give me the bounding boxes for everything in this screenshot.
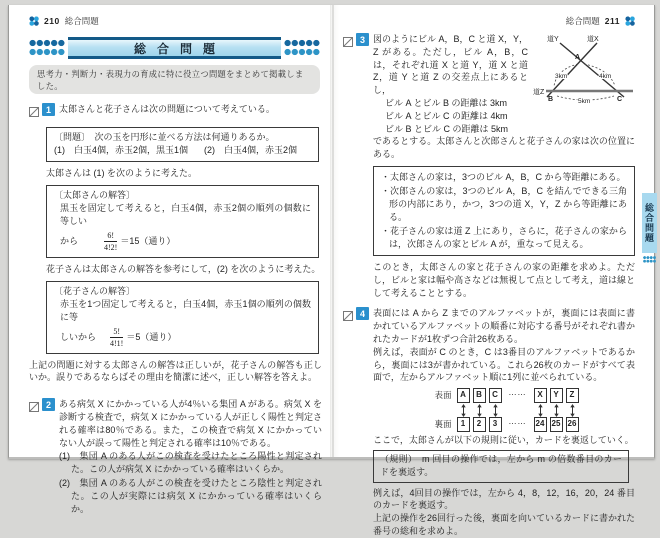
rule-lead: ここで，太郎さんが以下の規則に従い，カードを裏返していく。 — [373, 435, 634, 446]
rule-example: 例えば，4回目の操作では，左から 4，8，12，16，20，24 番目のカードを裏返す。 — [373, 487, 635, 511]
card-back: 25 — [550, 417, 563, 432]
road-y-label: 道Y — [547, 36, 559, 43]
problem-2 — [29, 398, 322, 515]
banner-title-area — [68, 37, 281, 59]
card-back: 1 — [457, 417, 470, 432]
card-front: X — [534, 388, 547, 403]
front-row-label: 表面 — [434, 390, 452, 401]
ellipsis: ⋯⋯ — [508, 390, 527, 400]
card-back: 24 — [534, 417, 547, 432]
card-front: Z — [566, 388, 579, 403]
problem-3 — [343, 33, 635, 299]
point-a-label: A — [575, 54, 581, 61]
problem-continuation: であるとする。太郎さんと次郎さんと花子さんの家は次の位置にある。 — [373, 136, 635, 160]
road-y-line — [560, 43, 624, 97]
hanako-formula-prefix: しいから — [60, 331, 97, 342]
card-back: 26 — [566, 417, 579, 432]
page-header-right — [343, 15, 635, 26]
section-subtitle: 思考力・判断力・表現力の育成に特に役立つ問題をまとめて掲載しました。 — [29, 65, 320, 94]
problem-3-question: このとき，太郎さんの家と花子さんの家の距離を求めよ。ただし，ビルと家は幅や高さなどは無視して点として考え，道は線として考えることとする。 — [373, 261, 635, 298]
problem-box-item2: (2) 白玉4個，赤玉2個 — [203, 145, 297, 155]
taro-box-formula — [60, 231, 311, 252]
page-header-left — [29, 15, 322, 26]
checkbox-icon[interactable] — [343, 308, 353, 326]
road-z-label: 道Z — [533, 89, 545, 96]
problem-1 — [29, 103, 322, 384]
checkbox-icon[interactable] — [29, 399, 39, 417]
point-c-label: C — [617, 96, 623, 103]
condition-item: ・太郎さんの家は，3つのビル A，B，C から等距離にある。 — [381, 171, 626, 182]
distance-line-1: ビル A とビル B の距離は 3km — [385, 97, 508, 108]
conditions-box — [373, 166, 635, 256]
fraction-numerator: 5! — [110, 327, 123, 338]
book-spread — [8, 5, 655, 536]
hanako-box-title: 〔花子さんの解答〕 — [54, 285, 136, 296]
thumb-index-dots-icon — [643, 256, 656, 263]
page-left — [9, 5, 331, 514]
page-number: 210 — [44, 15, 60, 26]
problem-number-badge: 3 — [356, 33, 369, 46]
series-logo-icon — [29, 16, 39, 26]
problem-4-question: 上記の操作を26回行った後，裏面を向いているカードに書かれた番号の総和を求めよ。 — [373, 513, 636, 536]
page-fold — [332, 5, 334, 457]
card-front: C — [489, 388, 502, 403]
taro-formula-result: ＝15（通り） — [120, 235, 176, 246]
cards-diagram — [373, 388, 635, 432]
card-front: A — [457, 388, 470, 403]
hanako-formula-result: ＝5（通り） — [126, 331, 177, 342]
rule-box: （規則） m 回目の操作では，左から m の倍数番目のカードを裏返す。 — [373, 450, 629, 483]
fraction-numerator: 6! — [104, 231, 117, 242]
fraction-denominator: 4!2! — [104, 242, 118, 252]
problem-number-badge: 1 — [42, 103, 55, 116]
taro-formula-prefix: から — [60, 235, 79, 246]
condition-item: ・次郎さんの家は，3つのビル A，B，C を結んでできる三角形の内部にあり，かつ，3つの道 X，Y，Z から等距離にある。 — [381, 185, 627, 222]
roads-triangle-diagram — [533, 31, 635, 109]
point-b-label: B — [548, 96, 554, 103]
fraction — [110, 327, 123, 348]
double-arrow-icon — [537, 403, 544, 417]
page-right — [331, 5, 653, 536]
taro-box-title: 〔太郎さんの解答〕 — [54, 189, 136, 200]
card-back: 2 — [473, 417, 486, 432]
card-back: 3 — [489, 417, 502, 432]
problem-lead: 表面には A から Z までのアルファベットが，裏面には表面に書かれているアルファベットの順番に対応する番号がそれぞれ書かれたカードが1枚ずつ合計26枚ある。 — [373, 308, 635, 344]
road-x-line — [547, 43, 597, 97]
taro-answer-box — [46, 185, 319, 258]
double-arrow-icon — [492, 403, 499, 417]
section-label: 総合問題 — [565, 15, 600, 26]
problem-lead: ある病気 X にかかっている人が4％いる集団 A がある。病気 X を診断する検査で，病気 X にかかっている人が正しく陽性と判定される確率は80％である。また，この検査で病気 X にかかっていない人が誤って陽性と判定される確率は10％である。 — [59, 399, 322, 448]
fraction-denominator: 4!1! — [110, 338, 124, 348]
road-x-label: 道X — [587, 36, 599, 43]
problem-lead-2: 例えば，表面が C のとき，C は3番目のアルファベットであるから，裏面には3が書かれている。これら26枚のカードがすべて表面で，左からアルファベット順に1列に並べられている。 — [373, 346, 635, 383]
distance-line-2: ビル A とビル C の距離は 4km — [385, 110, 508, 121]
problem-1-question: 上記の問題に対する太郎さんの解答は正しいが，花子さんの解答も正しいか。誤りであるならばその理由を簡潔に述べ，正しい解答を答えよ。 — [29, 359, 322, 383]
hanako-box-line: 赤玉を1つ固定して考えると，白玉4個，赤玉1個の順列の個数に等 — [60, 298, 311, 322]
taro-lead: 太郎さんは (1) を次のように考えた。 — [46, 168, 198, 178]
problem-number-badge: 2 — [42, 398, 55, 411]
banner-dots-left-icon — [29, 37, 65, 59]
hanako-box-formula — [60, 327, 311, 348]
double-arrow-icon — [553, 403, 560, 417]
problem-item-1: (1) 集団 A のある人がこの検査を受けたところ陽性と判定された。この人が病気 X にかかっている確率はいくらか。 — [59, 451, 322, 475]
banner-title: 総合問題 — [133, 41, 226, 56]
problem-lead: 太郎さんと花子さんは次の問題について考えている。 — [59, 104, 275, 114]
hanako-lead: 花子さんは太郎さんの解答を参考にして，(2) を次のように考えた。 — [46, 263, 321, 274]
card-front: Y — [550, 388, 563, 403]
distance-ac-label: 4km — [599, 73, 612, 80]
fraction — [104, 231, 117, 252]
series-logo-icon — [625, 16, 635, 26]
double-arrow-icon — [569, 403, 576, 417]
double-arrow-icon — [460, 403, 467, 417]
distance-line-3: ビル B とビル C の距離は 5km — [385, 123, 509, 134]
problem-4 — [343, 307, 635, 537]
problem-statement-box — [46, 127, 319, 162]
banner-dots-right-icon — [284, 37, 320, 59]
double-arrow-icon — [476, 403, 483, 417]
problem-box-title: 〔問題〕 次の玉を円形に並べる方法は何通りあるか。 — [54, 132, 275, 142]
page-number: 211 — [604, 15, 620, 26]
distance-ab-label: 3km — [555, 73, 568, 80]
problem-number-badge: 4 — [356, 307, 369, 320]
back-row-label: 裏面 — [434, 419, 452, 430]
problem-item-2: (2) 集団 A のある人がこの検査を受けたところ陰性と判定された。この人が実際には病気 X にかかっている確率はいくらか。 — [59, 477, 322, 514]
taro-box-line: 黒玉を固定して考えると，白玉4個，赤玉2個の順列の個数に等しい — [60, 202, 311, 226]
card-front: B — [473, 388, 486, 403]
condition-item: ・花子さんの家は道 Z 上にあり，さらに，花子さんの家からは，次郎さんの家とビル A が，重なって見える。 — [381, 225, 627, 249]
distance-bc-label: 5km — [578, 98, 591, 105]
section-title-banner — [29, 37, 320, 59]
checkbox-icon[interactable] — [343, 34, 353, 52]
section-label: 総合問題 — [64, 15, 99, 26]
checkbox-icon[interactable] — [29, 104, 39, 122]
problem-box-item1: (1) 白玉4個，赤玉2個，黒玉1個 — [54, 145, 189, 155]
problem-lead: 図のようにビル A，B，C と道 X，Y，Z がある。ただし，ビル A，B，C は，それぞれ道 X と道 Y，道 X と道 Z，道 Y と道 Z の交差点上にあるとし， — [373, 34, 529, 96]
thumb-index-tab: 総合問題 — [642, 193, 657, 253]
ellipsis: ⋯⋯ — [508, 419, 527, 429]
hanako-answer-box — [46, 281, 319, 354]
